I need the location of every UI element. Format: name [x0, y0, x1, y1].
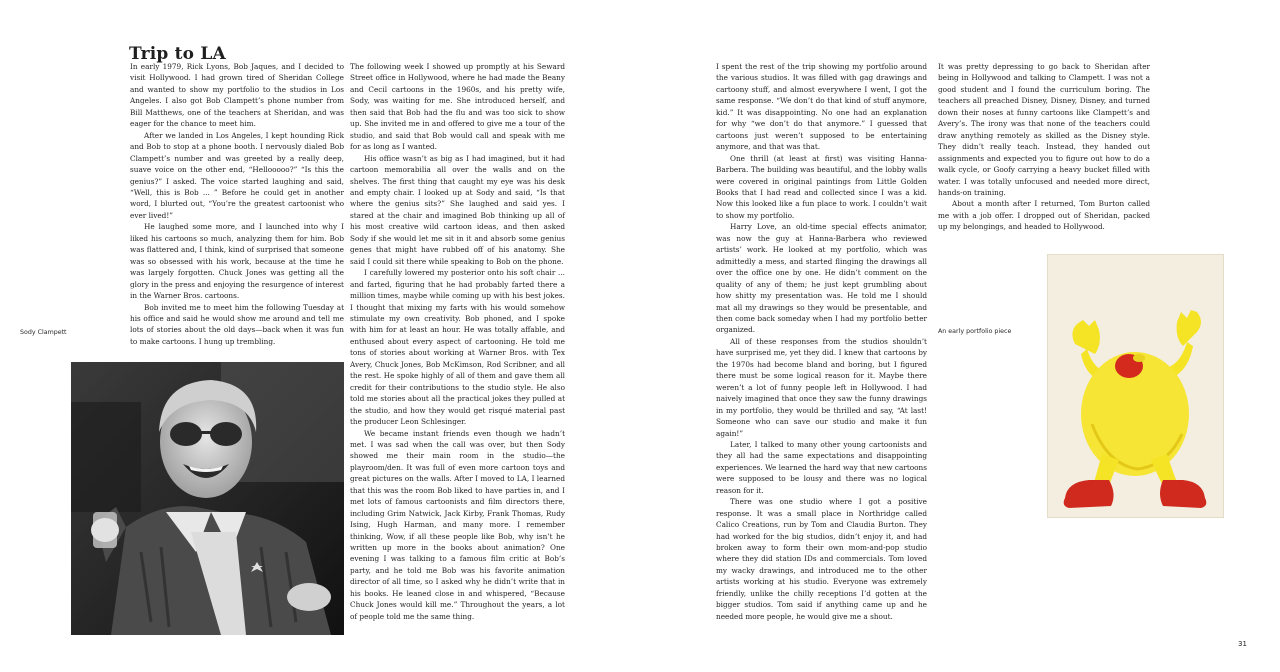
paragraph: I spent the rest of the trip showing my portfolio around the various studios. It was filled with gag drawings and cartoony stuff, and almost everywhere I went, I got the same response. “We don’t do that kind of stuff anymore, kid.” It was disappointing. No one had an explanation for why “we don’t do that anymore.” I guessed that cartoons just weren’t supposed to be entertaining anymore, and that was that. [716, 62, 927, 152]
paragraph: I carefully lowered my posterior onto his soft chair ... and farted, figuring that he had probably farted there a million times, maybe while coming up with his best jokes. I thought that mixing my farts with his would somehow stimulate my own creativity. Bob phoned, and I spoke with him for at least an hour. He was totally affable, and enthused about every aspect of cartooning. He told me tons of stories about working at Warner Bros. with Tex Avery, Chuck Jones, Bob McKimson, Rod Scribner, and all the rest. He spoke highly of all of them and gave them all credit for their contributions to the studio style. He also told me stories about all the practical jokes they pulled at the studio, and how they would get risqué material past the producer Leon Schlesinger. [350, 268, 565, 427]
paragraph: He laughed some more, and I launched into why I liked his cartoons so much, analyzing them for him. Bob was flattered and, I think, kind of surprised that someone was so obsessed with his work, because at the time he was largely forgotten. Chuck Jones was getting all the glory in the press and enjoying the resurgence of interest in the Warner Bros. cartoons. [130, 222, 344, 301]
text-column-3 [716, 61, 927, 622]
page-number: 31 [1238, 640, 1247, 648]
paragraph: We became instant friends even though we hadn’t met. I was sad when the call was over, but then Sody showed me their main room in the studio—the playroom/den. It was full of even more cartoon toys and great pictures on the walls. After I moved to LA, I learned that this was the room Bob liked to have parties in, and I met lots of famous cartoonists and film directors there, including Grim Natwick, Jack Kirby, Frank Thomas, Rudy Ising, Hugh Harman, and many more. I remember thinking, Wow, if all these people like Bob, why isn’t he written up more in the books about animation? One evening I was talking to a famous film critic at Bob’s party, and he told me Bob was his favorite animation director of all time, so I asked why he didn’t write that in his books. He leaned close in and whispered, “Because Chuck Jones would kill me.” Throughout the years, a lot of people told me the same thing. [350, 428, 565, 621]
paragraph: After we landed in Los Angeles, I kept hounding Rick and Bob to stop at a phone booth. I nervously dialed Bob Clampett’s number and was greeted by a really deep, suave voice on the other end, “Hellooooo?” “Is this the genius?” I asked. The voice started laughing and said, “Well, this is Bob ... ” Before he could get in another word, I blurted out, “You’re the greatest cartoonist who ever lived!” [130, 130, 344, 220]
text-column-4 [938, 61, 1150, 233]
text-column-2 [350, 61, 565, 622]
paragraph: There was one studio where I got a positive response. It was a small place in Northridge called Calico Creations, run by Tom and Claudia Burton. They had worked for the big studios, didn’t enjoy it, and had broken away to form their own mom-and-pop studio where they did station IDs and commercials. Tom loved my wacky drawings, and introduced me to the other artists working at his studio. Everyone was extremely friendly, unlike the chilly receptions I’d gotten at the bigger studios. Tom said if anything came up and he needed more people, he would give me a shout. [716, 497, 927, 621]
page-title: Trip to LA [129, 44, 226, 64]
paragraph: Harry Love, an old-time special effects animator, was now the guy at Hanna-Barbera who reviewed artists’ work. He looked at my portfolio, which was admittedly a mess, and started flinging the drawings all over the office one by one. He didn’t comment on the quality of any of them; he just kept grumbling about how shitty my presentation was. He told me I should mat all my drawings so they would be presentable, and then come back someday when I had my portfolio better organized. [716, 222, 927, 335]
paragraph: In early 1979, Rick Lyons, Bob Jaques, and I decided to visit Hollywood. I had grown tired of Sheridan College and wanted to show my portfolio to the studios in Los Angeles. I also got Bob Clampett’s phone number from Bill Matthews, one of the teachers at Sheridan, and was eager for the chance to meet him. [130, 62, 344, 129]
paragraph: Later, I talked to many other young cartoonists and they all had the same expectations and disappointing experiences. We learned the hard way that new cartoons were supposed to be lousy and there was no logical reason for it. [716, 439, 927, 495]
photo-caption: Sody Clampett [20, 329, 67, 336]
sody-clampett-photo [71, 362, 344, 635]
paragraph: One thrill (at least at first) was visiting Hanna-Barbera. The building was beautiful, and the lobby walls were covered in original paintings from Little Golden Books that I had read and collected since I was a kid. Now this looked like a fun place to work. I couldn’t wait to show my portfolio. [716, 153, 927, 220]
artwork-caption: An early portfolio piece [938, 328, 1012, 335]
paragraph: About a month after I returned, Tom Burton called me with a job offer. I dropped out of Sheridan, packed up my belongings, and headed to Hollywood. [938, 199, 1150, 232]
text-column-1 [130, 61, 344, 347]
paragraph: The following week I showed up promptly at his Seward Street office in Hollywood, where he had made the Beany and Cecil cartoons in the 1960s, and his pretty wife, Sody, was waiting for me. She introduced herself, and then said that Bob had the flu and was too sick to show up. She invited me in and offered to give me a tour of the studio, and said that Bob would call and speak with me for as long as I wanted. [350, 62, 565, 152]
paragraph: All of these responses from the studios shouldn’t have surprised me, yet they did. I knew that cartoons by the 1970s had become bland and boring, but I figured there must be some logical reason for it. Maybe there weren’t a lot of funny people left in Hollywood. I had naively imagined that once they saw the funny drawings in my portfolio, they would be thrilled and say, “At last! Someone who can save our studio and make it fun again!” [716, 336, 927, 438]
paragraph: His office wasn’t as big as I had imagined, but it had cartoon memorabilia all over the walls and on the shelves. The first thing that caught my eye was his desk and empty chair. I looked up at Sody and said, “Is that where the genius sits?” She laughed and said yes. I stared at the chair and imagined Bob thinking up all of his most creative wild cartoon ideas, and then asked Sody if she would let me sit in it and absorb some genius genes that might have rubbed off of his anatomy. She said I could sit there while speaking to Bob on the phone. [350, 153, 565, 266]
portfolio-artwork [1047, 254, 1224, 518]
paragraph: It was pretty depressing to go back to Sheridan after being in Hollywood and talking to Clampett. I was not a good student and I found the curriculum boring. The teachers all preached Disney, Disney, Disney, and turned down their noses at funny cartoons like Clampett’s and Avery’s. The irony was that none of the teachers could draw anything remotely as skilled as the Disney style. They didn’t really teach. Instead, they handed out assignments and expected you to figure out how to do a walk cycle, or Goofy carrying a heavy bucket filled with water. I was totally unfocused and needed more direct, hands-on training. [938, 62, 1150, 197]
paragraph: Bob invited me to meet him the following Tuesday at his office and said he would show me around and tell me lots of stories about the old days—back when it was fun to make cartoons. I hung up trembling. [130, 302, 344, 346]
